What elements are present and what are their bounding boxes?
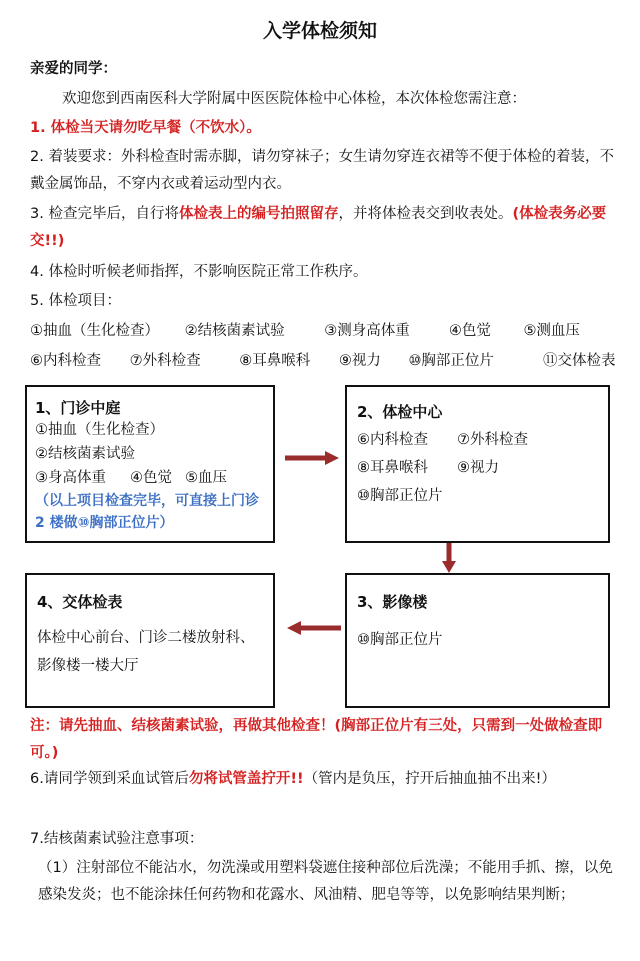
exam-items-row-2: [30, 348, 615, 374]
item-5: 5. 体检项目：: [30, 293, 121, 309]
exam-item: ①抽血（生化检查）: [30, 323, 159, 339]
exam-item: ⑦外科检查: [129, 353, 201, 369]
step-box-exam-center: [345, 385, 610, 543]
box-item: ④色觉: [130, 470, 172, 486]
important-note: 注：请先抽血、结核菌素试验，再做其他检查！(胸部正位片有三处，只需到一处做检查即可。): [30, 718, 603, 761]
item-3-pre: 3. 检查完毕后，自行将: [30, 206, 179, 222]
step-box-submit-form: [25, 573, 275, 708]
item-3: [30, 201, 615, 255]
box-heading: 1、门诊中庭: [35, 399, 121, 417]
box-heading: 2、体检中心: [357, 403, 443, 421]
box-note: （以上项目检查完毕，可直接上门诊 2 楼做⑩胸部正位片）: [35, 493, 259, 531]
box-line: ②结核菌素试验: [35, 446, 135, 462]
box-line: 体检中心前台、门诊二楼放射科、: [37, 630, 255, 646]
exam-item: ⑪交体检表: [543, 353, 616, 369]
box-line: 影像楼一楼大厅: [37, 658, 139, 674]
box-line: [35, 466, 265, 490]
item-4: 4. 体检时听候老师指挥，不影响医院正常工作秩序。: [30, 264, 368, 280]
exam-item: ⑩胸部正位片: [408, 353, 494, 369]
item-3-mid: ，并将体检表交到收表处。: [338, 206, 513, 222]
step-box-outpatient-atrium: [25, 385, 275, 543]
box-line: ①抽血（生化检查）: [35, 422, 164, 438]
step-box-imaging-building: [345, 573, 610, 708]
item-6-red: 勿将试管盖拧开!!: [188, 771, 304, 787]
item-3-red-1: 体检表上的编号拍照留存: [178, 206, 339, 222]
box-item: ⑦外科检查: [457, 432, 528, 448]
box-heading: 3、影像楼: [357, 593, 428, 611]
greeting: 亲爱的同学：: [30, 61, 117, 77]
box-line: ⑩胸部正位片: [357, 488, 443, 504]
exam-item: ③测身高体重: [324, 323, 410, 339]
box-line: ⑩胸部正位片: [357, 632, 443, 648]
arrow-left-icon: [283, 618, 343, 638]
exam-item: ④色觉: [448, 323, 491, 339]
item-6-pre: 6.请同学领到采血试管后: [30, 771, 189, 787]
item-2: 2. 着装要求：外科检查时需赤脚，请勿穿袜子；女生请勿穿连衣裙等不便于体检的着装，不戴金属饰品，不穿内衣或着运动型内衣。: [30, 149, 614, 192]
box-line: [357, 454, 598, 482]
item-7-1: （1）注射部位不能沾水，勿洗澡或用塑料袋遮住接种部位后洗澡；不能用手抓、擦，以免感染发炎；也不能涂抹任何药物和花露水、风油精、肥皂等等，以免影响结果判断；: [38, 860, 613, 903]
box-item: ⑧耳鼻喉科: [357, 460, 428, 476]
box-item: ⑥内科检查: [357, 432, 428, 448]
item-3-red-2: (体检表务必要交!!): [30, 206, 607, 249]
item-1: 1. 体检当天请勿吃早餐（不饮水）。: [30, 120, 261, 136]
page-title: 入学体检须知: [262, 20, 377, 42]
item-6: [30, 766, 620, 793]
box-item: ③身高体重: [35, 470, 106, 486]
item-6-post: （管内是负压，拧开后抽血抽不出来!）: [303, 771, 556, 787]
arrow-down-icon: [439, 543, 459, 575]
exam-item: ②结核菌素试验: [184, 323, 285, 339]
exam-item: ⑨视力: [338, 353, 381, 369]
box-heading: 4、交体检表: [37, 593, 123, 611]
arrow-right-icon: [283, 448, 343, 468]
exam-item: ⑧耳鼻喉科: [239, 353, 311, 369]
box-line: [357, 426, 598, 454]
box-item: ⑤血压: [185, 470, 227, 486]
intro-text: 欢迎您到西南医科大学附属中医医院体检中心体检，本次体检您需注意：: [62, 91, 526, 107]
exam-item: ⑥内科检查: [30, 353, 101, 369]
exam-items-row-1: [30, 318, 615, 344]
item-7: 7.结核菌素试验注意事项：: [30, 831, 204, 847]
box-item: ⑨视力: [457, 460, 499, 476]
exam-item: ⑤测血压: [523, 323, 580, 339]
